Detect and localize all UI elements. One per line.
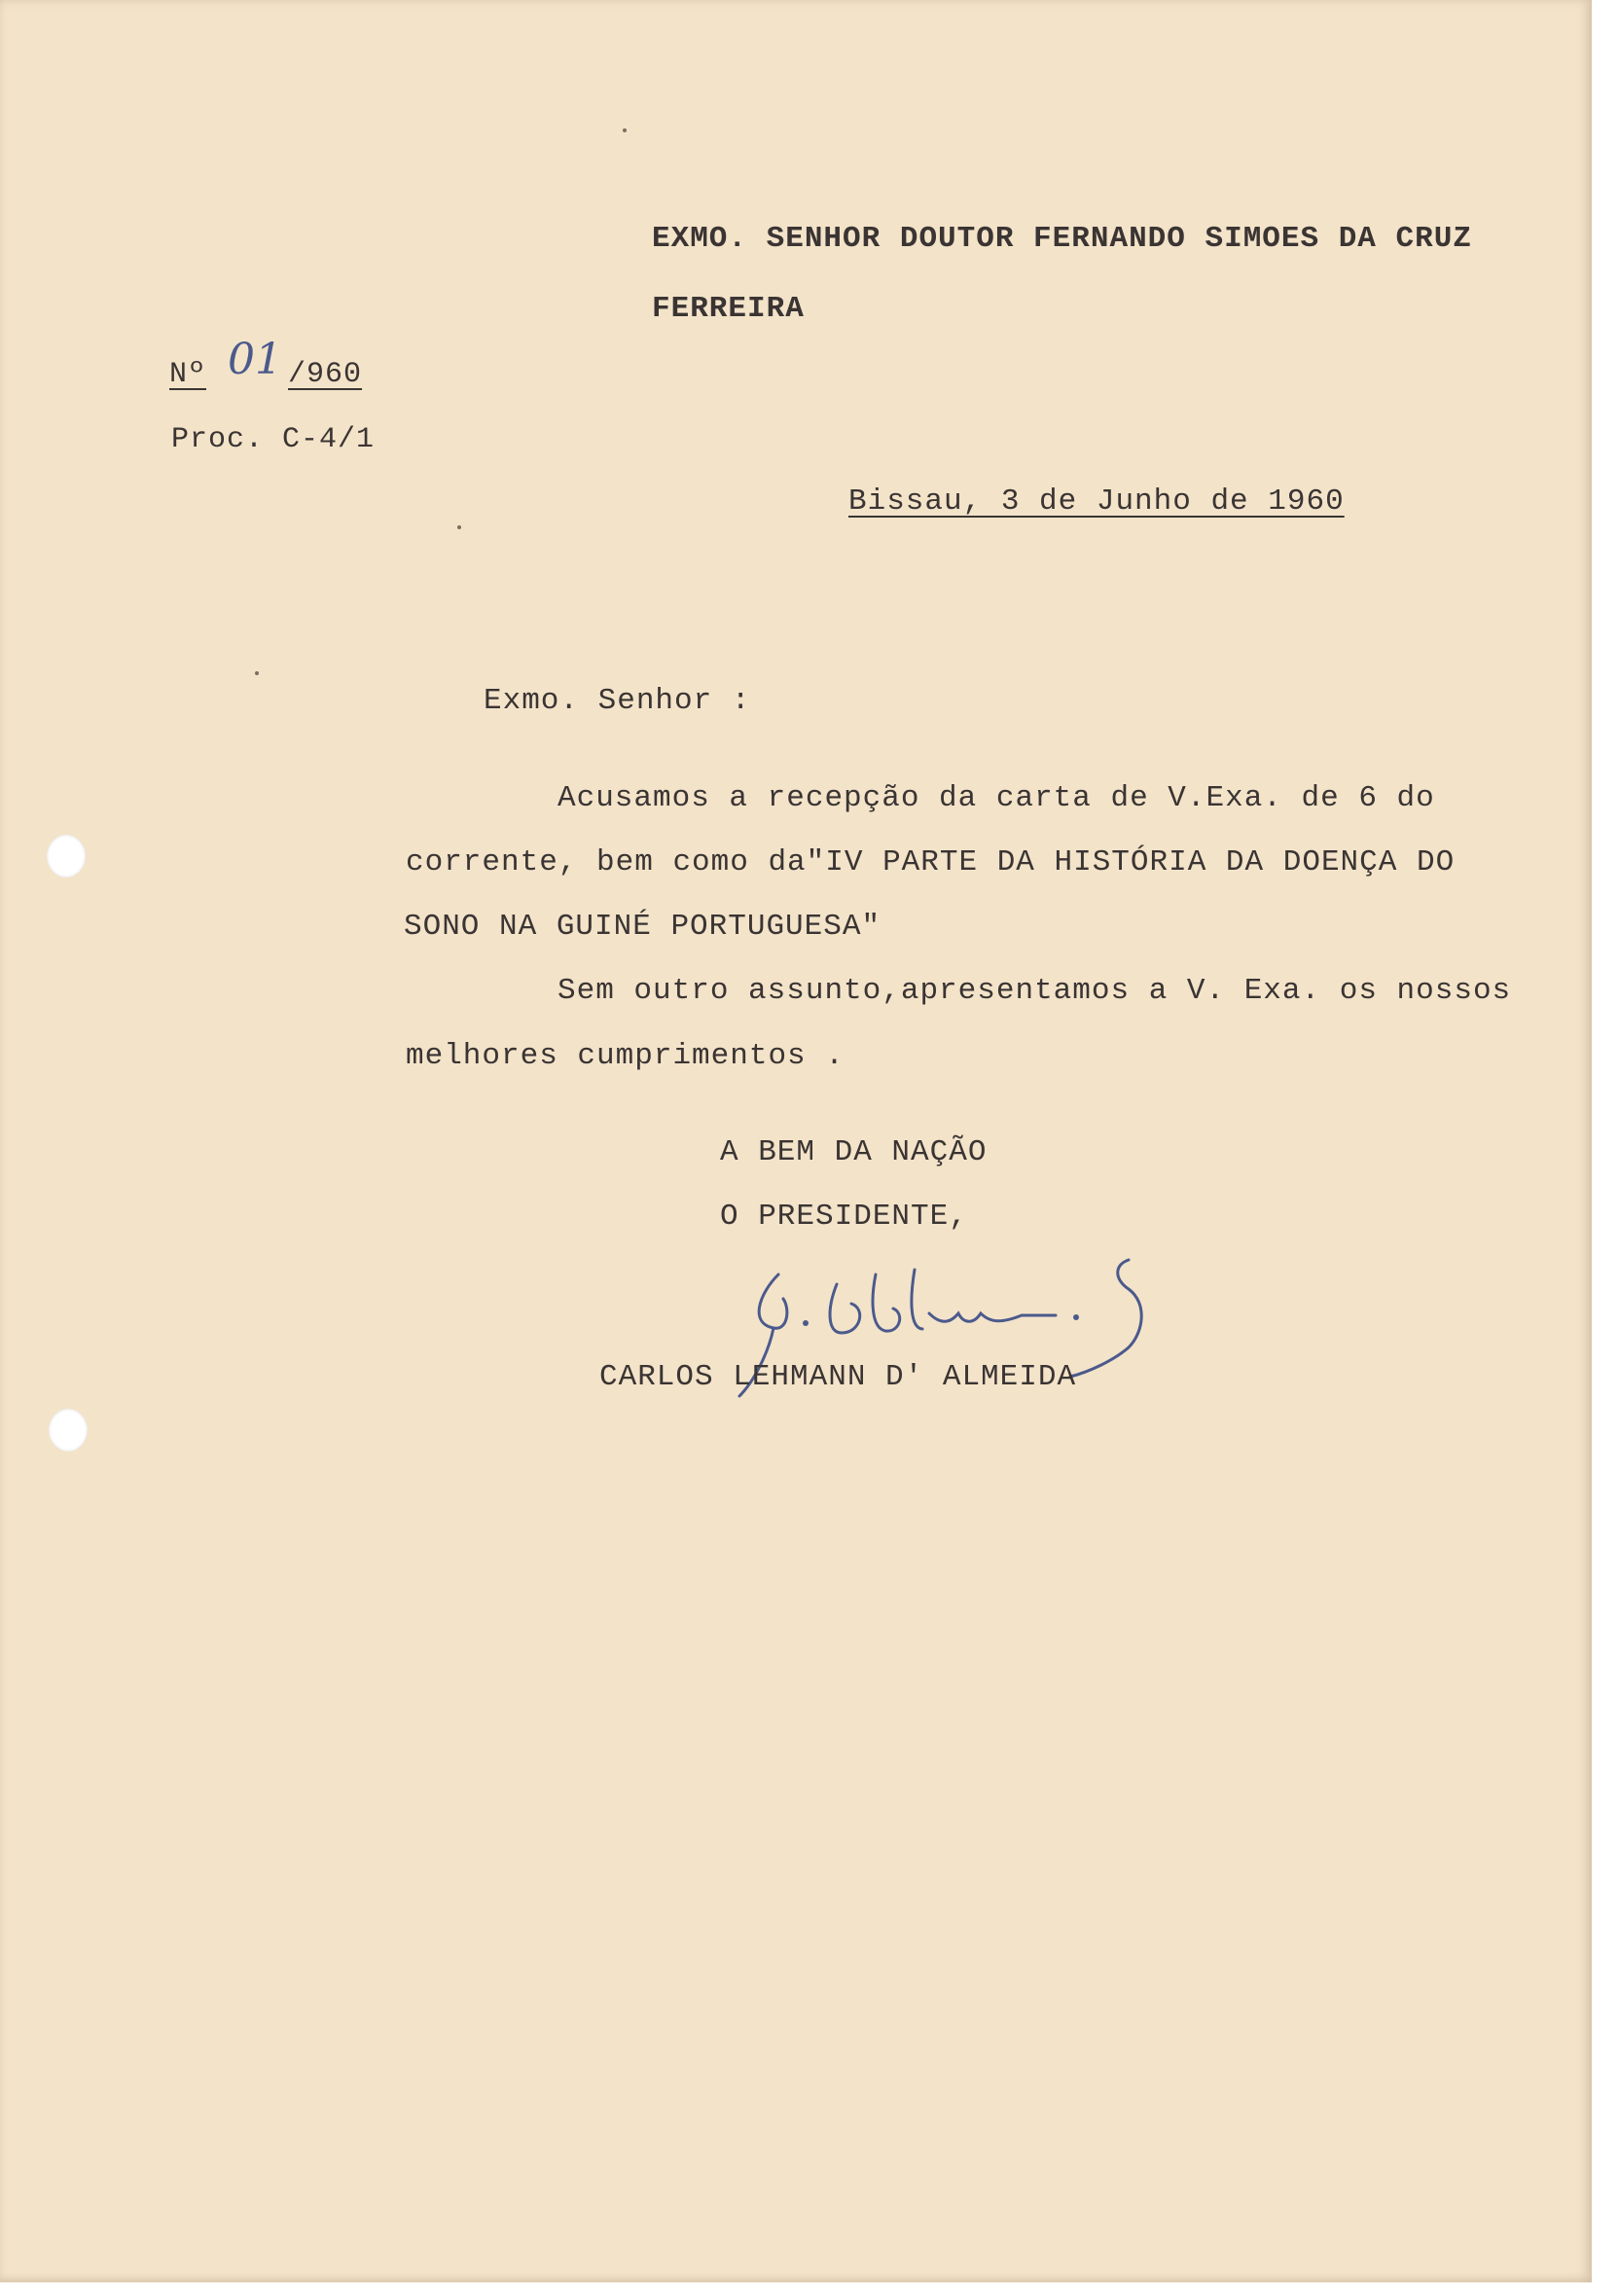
recipient-line-1: EXMO. SENHOR DOUTOR FERNANDO SIMOES DA CRUZ	[652, 222, 1472, 256]
closing-line-1: A BEM DA NAÇÃO	[720, 1135, 988, 1169]
page-edge-bottom	[0, 2282, 1619, 2296]
body-paragraph-1-line-3: SONO NA GUINÉ PORTUGUESA"	[404, 910, 881, 944]
reference-number-year: /960	[288, 358, 363, 391]
signatory-name: CARLOS LEHMANN D' ALMEIDA	[599, 1360, 1077, 1394]
reference-number-handwritten: 01	[228, 335, 283, 384]
reference-number-prefix: Nº	[169, 358, 207, 391]
body-paragraph-1-line-1: Acusamos a recepção da carta de V.Exa. de 6 do	[558, 781, 1435, 815]
body-paragraph-1-line-2: corrente, bem como da"IV PARTE DA HISTÓRIA DA DOENÇA DO	[406, 845, 1456, 879]
paper-speck	[623, 128, 627, 132]
paper-speck	[457, 525, 461, 529]
punch-hole-bottom	[49, 1409, 88, 1452]
paper-speck	[255, 671, 259, 675]
recipient-line-2: FERREIRA	[652, 292, 805, 326]
body-paragraph-2-line-2: melhores cumprimentos .	[406, 1039, 845, 1073]
salutation: Exmo. Senhor :	[484, 684, 751, 718]
process-reference: Proc. C-4/1	[171, 423, 376, 456]
reference-number	[169, 335, 363, 392]
body-paragraph-2-line-1: Sem outro assunto,apresentamos a V. Exa. os nossos	[558, 974, 1512, 1008]
closing-line-2: O PRESIDENTE,	[720, 1200, 968, 1234]
date-line: Bissau, 3 de Junho de 1960	[848, 484, 1345, 519]
page-edge	[1592, 0, 1619, 2296]
punch-hole-top	[47, 835, 86, 878]
